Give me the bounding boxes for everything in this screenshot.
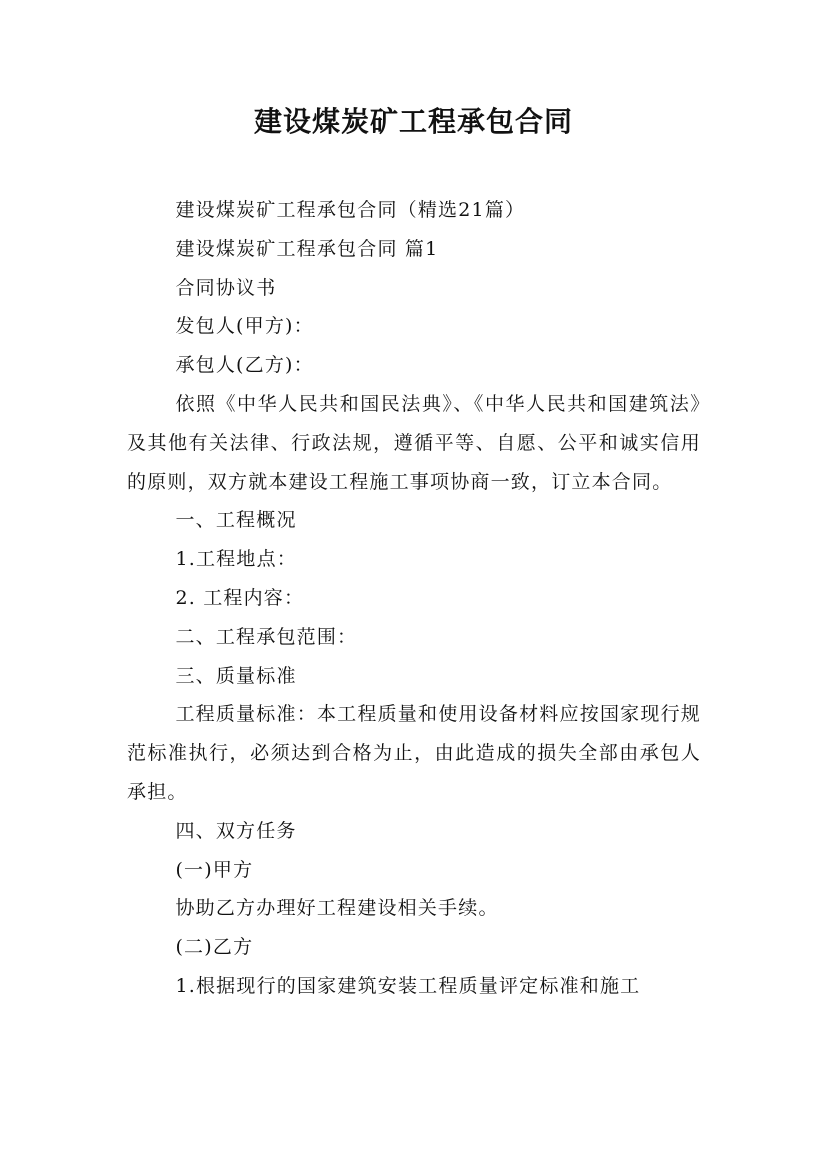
paragraph-party-a: 发包人(甲方)： [175,315,314,338]
document-body [127,191,701,1006]
paragraph-project-content: 2. 工程内容： [175,586,305,609]
paragraph-party-b-heading: (二)乙方 [175,936,254,959]
paragraph-agreement-heading: 合同协议书 [175,276,277,299]
paragraph-heading-overview: 一、工程概况 [175,509,297,532]
paragraph-subtitle: 建设煤炭矿工程承包合同（精选21篇） [175,199,526,221]
paragraph-legal-basis: 依照《中华人民共和国民法典》、《中华人民共和国建筑法》及其他有关法律、行政法规，遵循平等、自愿、公平和诚实信用的原则，双方就本建设工程施工事项协商一致，订立本合同。 [127,392,701,493]
paragraph-quality-standard: 工程质量标准：本工程质量和使用设备材料应按国家现行规范标准执行，必须达到合格为止，由此造成的损失全部由承包人承担。 [127,703,701,803]
paragraph-heading-duties: 四、双方任务 [175,819,297,842]
paragraph-party-b: 承包人(乙方)： [175,354,314,377]
paragraph-section-heading: 建设煤炭矿工程承包合同 篇1 [175,237,439,260]
document-title: 建设煤炭矿工程承包合同 [253,105,573,138]
paragraph-party-a-heading: (一)甲方 [175,858,254,881]
paragraph-heading-quality: 三、质量标准 [175,664,297,687]
paragraph-project-location: 1.工程地点： [175,548,297,571]
paragraph-heading-scope: 二、工程承包范围： [175,625,358,648]
paragraph-party-a-duty: 协助乙方办理好工程建设相关手续。 [175,897,499,920]
paragraph-party-b-duty-1: 1.根据现行的国家建筑安装工程质量评定标准和施工 [175,974,641,997]
